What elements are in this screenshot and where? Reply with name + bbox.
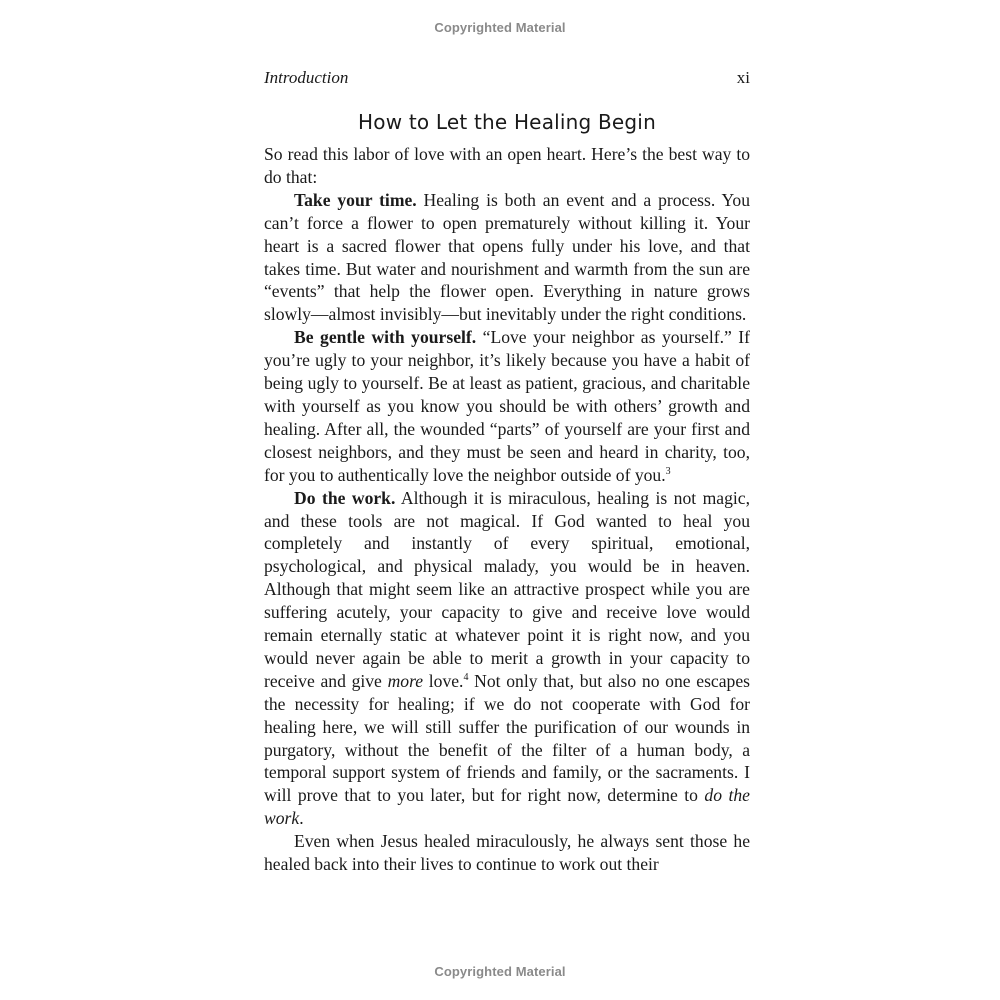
emphasis-text: more	[387, 670, 424, 691]
footnote-marker: 4	[463, 671, 469, 683]
paragraph-do-the-work	[264, 487, 750, 831]
page-number: xi	[736, 68, 750, 87]
paragraph-lead: Do the work.	[294, 487, 396, 508]
running-title: Introduction	[264, 68, 349, 87]
paragraph-text: love.	[423, 670, 464, 691]
copyright-watermark-top: Copyrighted Material	[434, 20, 566, 35]
footnote-marker: 3	[665, 465, 671, 477]
paragraph-lead: Be gentle with yourself.	[294, 327, 477, 348]
paragraph-lead: Take your time.	[294, 189, 417, 210]
paragraph-text: Although it is miraculous, healing is not magic, and these tools are not magical. If God wanted to heal you completely and instantly of every spiritual, emotional, psychological, and physical malady, you would be in heaven. Although that might seem like an attractive prospect while you are suffering acutely, your capacity to give and receive love would remain eternally static at whatever point it is right now, and you would never again be able to merit a growth in your capacity to receive and give	[264, 487, 751, 691]
paragraph-text: Not only that, but also no one escapes the necessity for healing; if we do not cooperate with God for healing here, we will still suffer the purification of our wounds in purgatory, without the benefit of the filter of a human body, a temporal support system of friends and family, or the sacraments. I will prove that to you later, but for right now, determine to	[264, 670, 751, 806]
running-head	[264, 66, 750, 94]
paragraph-text: .	[299, 808, 304, 829]
paragraph-text: Healing is both an event and a process. You can’t force a flower to open prematurely without killing it. Your heart is a sacred flower that opens fully under his love, and that takes time. But water and nourishment and warmth from the sun are “events” that help the flower open. Everything in nature grows slowly—almost invisibly—but inevitably under the right conditions.	[264, 189, 750, 325]
copyright-watermark-bottom: Copyrighted Material	[434, 964, 566, 979]
book-page	[264, 66, 750, 876]
body-text	[264, 143, 750, 876]
paragraph-be-gentle	[264, 326, 750, 486]
paragraph-even-when-jesus: Even when Jesus healed miraculously, he always sent those he healed back into their lives to continue to work out their	[264, 831, 750, 875]
paragraph-intro: So read this labor of love with an open heart. Here’s the best way to do that:	[264, 144, 750, 187]
section-heading: How to Let the Healing Begin	[358, 110, 656, 134]
paragraph-text: “Love your neighbor as yourself.” If you’re ugly to your neighbor, it’s likely because you have a habit of being ugly to yourself. Be at least as patient, gracious, and charitable with yourself as you know you should be with others’ growth and healing. After all, the wounded “parts” of yourself are your first and closest neighbors, and they must be seen and heard in charity, too, for you to authentically love the neighbor outside of you.	[264, 327, 750, 485]
emphasis-text: do the work	[264, 785, 750, 829]
paragraph-take-your-time	[264, 189, 750, 326]
